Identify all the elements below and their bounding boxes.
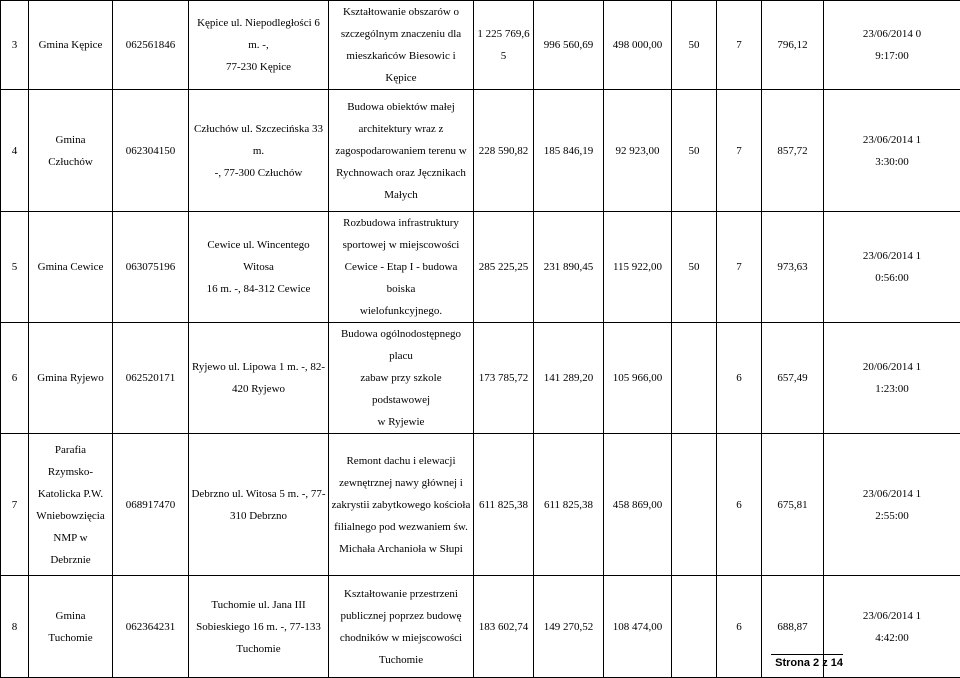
cell-title: Remont dachu i elewacji zewnętrznej nawy głównej i zakrystii zabytkowego kościoła filialnego pod wezwaniem św. Michała Archanioła w Słupi	[329, 434, 474, 576]
cell-measure: 6	[717, 323, 762, 434]
cell-eligible-cost: 231 890,45	[534, 212, 604, 323]
cell-percent	[672, 434, 717, 576]
cell-datetime: 23/06/2014 1 0:56:00	[824, 212, 960, 323]
cell-lp: 5	[1, 212, 29, 323]
cell-measure: 7	[717, 212, 762, 323]
cell-eligible-cost: 185 846,19	[534, 90, 604, 212]
cell-percent: 50	[672, 212, 717, 323]
cell-measure: 7	[717, 90, 762, 212]
cell-beneficiary: Gmina Tuchomie	[29, 576, 113, 678]
cell-beneficiary: Gmina Człuchów	[29, 90, 113, 212]
cell-regon: 063075196	[113, 212, 189, 323]
cell-datetime: 23/06/2014 0 9:17:00	[824, 1, 960, 90]
cell-lp: 3	[1, 1, 29, 90]
cell-address: Kępice ul. Niepodległości 6 m. -, 77-230 Kępice	[189, 1, 329, 90]
cell-eligible-cost: 996 560,69	[534, 1, 604, 90]
table-row	[1, 212, 960, 323]
cell-datetime: 20/06/2014 1 1:23:00	[824, 323, 960, 434]
cell-lp: 7	[1, 434, 29, 576]
cell-measure: 7	[717, 1, 762, 90]
cell-score: 973,63	[762, 212, 824, 323]
cell-percent: 50	[672, 90, 717, 212]
cell-regon: 062520171	[113, 323, 189, 434]
cell-datetime: 23/06/2014 1 4:42:00	[824, 576, 960, 678]
cell-total-cost: 611 825,38	[474, 434, 534, 576]
cell-regon: 062304150	[113, 90, 189, 212]
cell-score: 857,72	[762, 90, 824, 212]
cell-percent	[672, 576, 717, 678]
cell-datetime: 23/06/2014 1 3:30:00	[824, 90, 960, 212]
cell-beneficiary: Gmina Cewice	[29, 212, 113, 323]
cell-regon: 062561846	[113, 1, 189, 90]
cell-address: Ryjewo ul. Lipowa 1 m. -, 82- 420 Ryjewo	[189, 323, 329, 434]
cell-grant: 92 923,00	[604, 90, 672, 212]
page-number-label: Strona 2 z 14	[775, 657, 843, 669]
cell-total-cost: 173 785,72	[474, 323, 534, 434]
cell-regon: 068917470	[113, 434, 189, 576]
cell-regon: 062364231	[113, 576, 189, 678]
table-row	[1, 434, 960, 576]
cell-total-cost: 1 225 769,6 5	[474, 1, 534, 90]
cell-measure: 6	[717, 434, 762, 576]
cell-title: Kształtowanie obszarów o szczególnym znaczeniu dla mieszkańców Biesowic i Kępice	[329, 1, 474, 90]
cell-title: Budowa obiektów małej architektury wraz z zagospodarowaniem terenu w Rychnowach oraz Jęcznikach Małych	[329, 90, 474, 212]
cell-percent: 50	[672, 1, 717, 90]
cell-grant: 108 474,00	[604, 576, 672, 678]
cell-address: Cewice ul. Wincentego Witosa 16 m. -, 84-312 Cewice	[189, 212, 329, 323]
cell-title: Budowa ogólnodostępnego placu zabaw przy szkole podstawowej w Ryjewie	[329, 323, 474, 434]
cell-eligible-cost: 611 825,38	[534, 434, 604, 576]
cell-grant: 458 869,00	[604, 434, 672, 576]
cell-beneficiary: Gmina Ryjewo	[29, 323, 113, 434]
cell-grant: 115 922,00	[604, 212, 672, 323]
cell-lp: 4	[1, 90, 29, 212]
cell-score: 688,87	[762, 576, 824, 678]
cell-title: Rozbudowa infrastruktury sportowej w miejscowości Cewice - Etap I - budowa boiska wielofunkcyjnego.	[329, 212, 474, 323]
table-row	[1, 323, 960, 434]
cell-address: Tuchomie ul. Jana III Sobieskiego 16 m. -, 77-133 Tuchomie	[189, 576, 329, 678]
cell-title: Kształtowanie przestrzeni publicznej poprzez budowę chodników w miejscowości Tuchomie	[329, 576, 474, 678]
cell-score: 796,12	[762, 1, 824, 90]
cell-beneficiary: Gmina Kępice	[29, 1, 113, 90]
cell-score: 657,49	[762, 323, 824, 434]
cell-lp: 6	[1, 323, 29, 434]
cell-total-cost: 285 225,25	[474, 212, 534, 323]
table-row	[1, 90, 960, 212]
page-number	[771, 654, 843, 669]
cell-datetime: 23/06/2014 1 2:55:00	[824, 434, 960, 576]
cell-score: 675,81	[762, 434, 824, 576]
cell-eligible-cost: 149 270,52	[534, 576, 604, 678]
cell-grant: 105 966,00	[604, 323, 672, 434]
cell-address: Człuchów ul. Szczecińska 33 m. -, 77-300 Człuchów	[189, 90, 329, 212]
cell-grant: 498 000,00	[604, 1, 672, 90]
cell-percent	[672, 323, 717, 434]
cell-total-cost: 228 590,82	[474, 90, 534, 212]
cell-lp: 8	[1, 576, 29, 678]
cell-beneficiary: Parafia Rzymsko- Katolicka P.W. Wniebowzięcia NMP w Debrznie	[29, 434, 113, 576]
cell-eligible-cost: 141 289,20	[534, 323, 604, 434]
cell-total-cost: 183 602,74	[474, 576, 534, 678]
cell-measure: 6	[717, 576, 762, 678]
cell-address: Debrzno ul. Witosa 5 m. -, 77- 310 Debrzno	[189, 434, 329, 576]
table-row	[1, 1, 960, 90]
